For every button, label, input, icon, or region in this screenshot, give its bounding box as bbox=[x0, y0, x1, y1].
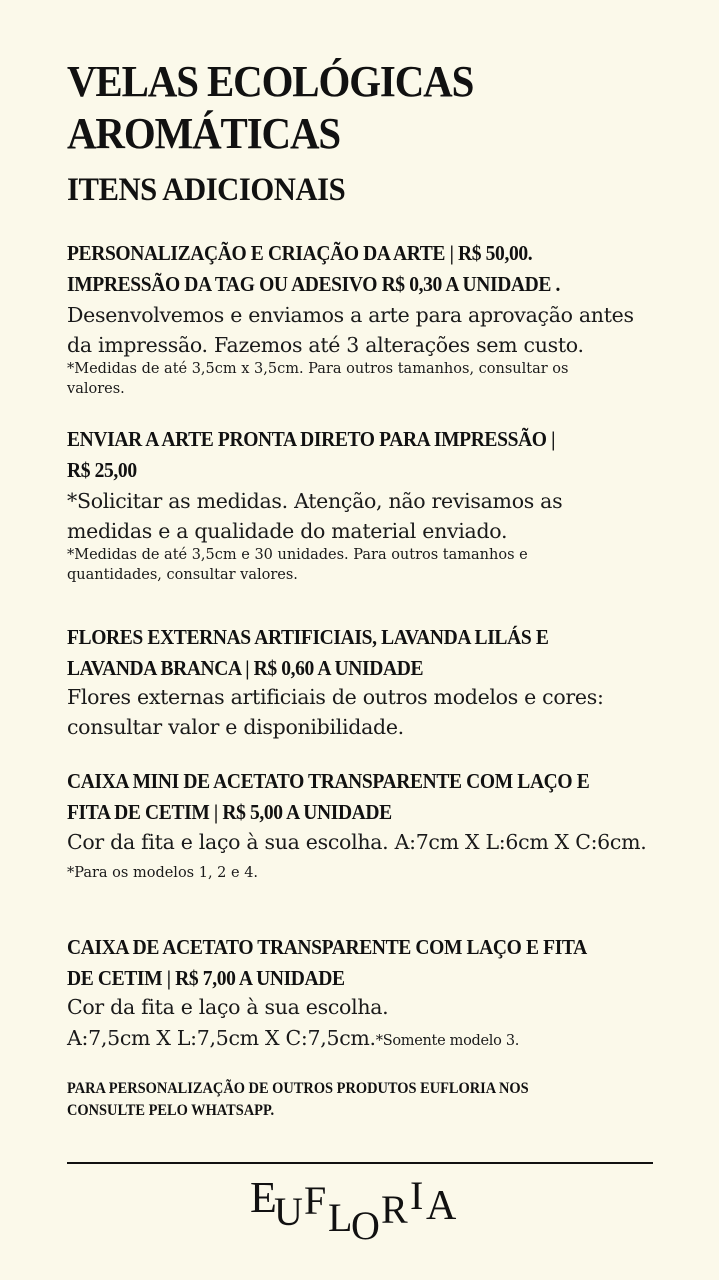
section-body: Desenvolvemos e enviamos a arte para aprovação antes bbox=[67, 303, 634, 327]
logo-letter: F bbox=[304, 1178, 327, 1223]
section-heading: FITA DE CETIM | R$ 5,00 A UNIDADE bbox=[67, 800, 392, 824]
section-personalizacao bbox=[67, 238, 667, 399]
section-heading: IMPRESSÃO DA TAG OU ADESIVO R$ 0,30 A UNIDADE . bbox=[67, 272, 561, 296]
logo-letter: R bbox=[381, 1187, 408, 1232]
section-note: quantidades, consultar valores. bbox=[67, 567, 298, 583]
brand-logo bbox=[250, 1172, 470, 1252]
page-subtitle: ITENS ADICIONAIS bbox=[67, 172, 346, 208]
section-heading: R$ 25,00 bbox=[67, 458, 137, 482]
section-heading: CAIXA MINI DE ACETATO TRANSPARENTE COM LAÇO E bbox=[67, 769, 590, 793]
section-note: valores. bbox=[67, 381, 125, 397]
section-body: Cor da fita e laço à sua escolha. bbox=[67, 995, 389, 1019]
logo-letter: L bbox=[328, 1195, 353, 1240]
section-body: Cor da fita e laço à sua escolha. A:7cm X L:6cm X C:6cm. bbox=[67, 830, 647, 854]
section-note: *Medidas de até 3,5cm x 3,5cm. Para outros tamanhos, consultar os bbox=[67, 361, 569, 377]
section-note: *Somente modelo 3. bbox=[375, 1033, 520, 1049]
footer-note-line: CONSULTE PELO WHATSAPP. bbox=[67, 1102, 275, 1119]
whatsapp-note bbox=[67, 1078, 625, 1122]
section-body: medidas e a qualidade do material enviado. bbox=[67, 519, 508, 543]
section-heading: LAVANDA BRANCA | R$ 0,60 A UNIDADE bbox=[67, 656, 424, 680]
logo-letter: U bbox=[274, 1189, 303, 1234]
section-body: Flores externas artificiais de outros modelos e cores: bbox=[67, 685, 604, 709]
section-caixa-mini bbox=[67, 766, 667, 883]
section-heading: FLORES EXTERNAS ARTIFICIAIS, LAVANDA LILÁS E bbox=[67, 625, 549, 649]
divider bbox=[67, 1162, 653, 1164]
logo-letter: O bbox=[351, 1203, 380, 1248]
section-heading: DE CETIM | R$ 7,00 A UNIDADE bbox=[67, 966, 345, 990]
dimensions-text: A:7,5cm X L:7,5cm X C:7,5cm. bbox=[67, 1026, 376, 1050]
section-caixa bbox=[67, 932, 667, 1055]
section-heading: ENVIAR A ARTE PRONTA DIRETO PARA IMPRESSÃO | bbox=[67, 427, 556, 451]
title-line-2: AROMÁTICAS bbox=[67, 109, 341, 158]
section-note: *Medidas de até 3,5cm e 30 unidades. Para outros tamanhos e bbox=[67, 547, 528, 563]
logo-letter: A bbox=[426, 1183, 457, 1229]
section-body: consultar valor e disponibilidade. bbox=[67, 715, 404, 739]
footer-note-line: PARA PERSONALIZAÇÃO DE OUTROS PRODUTOS EUFLORIA NOS bbox=[67, 1080, 529, 1097]
title-line-1: VELAS ECOLÓGICAS bbox=[67, 57, 474, 106]
logo-letter: E bbox=[250, 1173, 277, 1222]
section-body: *Solicitar as medidas. Atenção, não revisamos as bbox=[67, 489, 563, 513]
section-heading: PERSONALIZAÇÃO E CRIAÇÃO DA ARTE | R$ 50,00. bbox=[67, 241, 533, 265]
section-heading: CAIXA DE ACETATO TRANSPARENTE COM LAÇO E FITA bbox=[67, 935, 587, 959]
section-arte-pronta bbox=[67, 424, 667, 585]
section-body bbox=[67, 1025, 667, 1055]
section-body: da impressão. Fazemos até 3 alterações sem custo. bbox=[67, 333, 584, 357]
page-title bbox=[67, 56, 625, 160]
section-note: *Para os modelos 1, 2 e 4. bbox=[67, 865, 259, 881]
section-flores bbox=[67, 622, 667, 741]
logo-letter: I bbox=[410, 1173, 424, 1218]
